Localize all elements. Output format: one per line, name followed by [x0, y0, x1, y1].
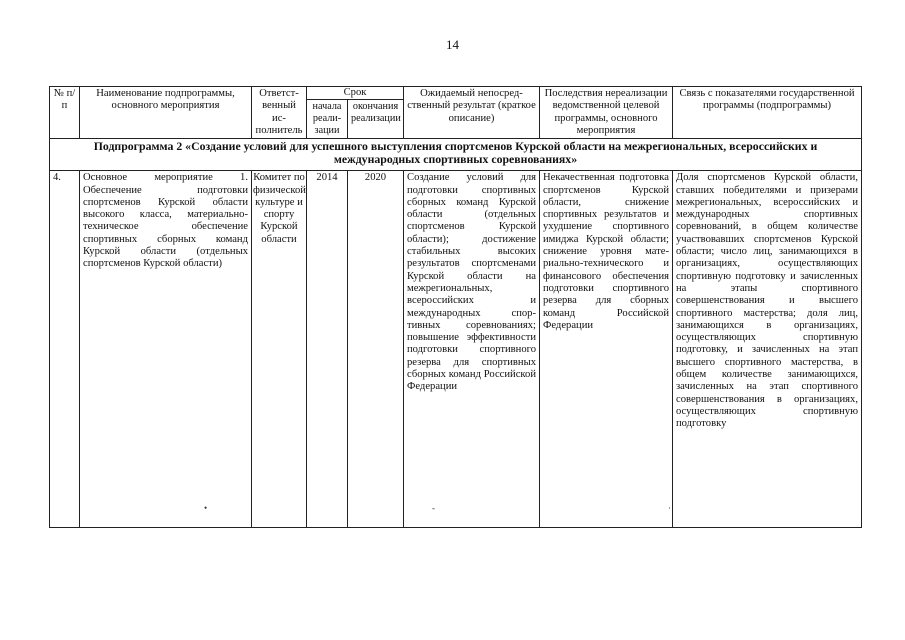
- program-table: [49, 86, 862, 528]
- header-row: [50, 87, 862, 100]
- row-consequences: Некачественная подготовка спортсменов Курской области, снижение спортивных результатов и ухудшение спортивного имиджа Курской области; снижение уровня материально-технического и финансового обеспечения подготовки спортивного резерва для сборных команд Российской Федерации: [540, 171, 673, 528]
- section-row: [50, 139, 862, 171]
- header-term: Срок: [307, 87, 404, 100]
- header-expected: Ожидаемый непосредственный результат (краткое описание): [404, 87, 540, 139]
- row-end: 2020: [348, 171, 404, 528]
- header-responsible: Ответственный исполнитель: [252, 87, 307, 139]
- scan-dot-mark: •: [204, 503, 208, 513]
- header-link: Связь с показателями государственной программы (подпрограммы): [673, 87, 862, 139]
- row-start: 2014: [307, 171, 348, 528]
- page-number: 14: [446, 37, 459, 52]
- row-link: Доля спортсменов Курской области, ставших победителями и призерами межрегиональных, всероссийских и международных спортивных соревнований, в общем количестве участвовавших спортсменов Курской области; число лиц, занимающихся в организациях, осуществляющих спортивную подготовку и зачисленных на этапы спортивного совершенствования и высшего спортивного мастерства; доля лиц, занимающихся в организациях, осуществляющих спортивную подготовку, и зачисленных на этап высшего спортивного мастерства, в общем количестве занимающихся, зачисленных на этап спортивного совершенствования в организациях, осуществляющих спортивную подготовку: [673, 171, 862, 528]
- table-row: [50, 171, 862, 528]
- header-num: № п/п: [50, 87, 80, 139]
- scan-dot-mark-2: ·: [668, 503, 671, 513]
- row-expected: Создание условий для подготовки спортивных сборных команд Курской области (отдельных спортсменов Курской области); достижение стабильных высоких результатов спортсменами Курской области на межрегиональных, всероссийских и международных спортивных соревнованиях; повышение эффективности подготовки спортивного резерва для спортивных сборных команд Российской Федерации: [404, 171, 540, 528]
- section-title: Подпрограмма 2 «Создание условий для успешного выступления спортсменов Курской области на межрегиональных, всероссийских и международных спортивных соревнованиях»: [50, 139, 862, 171]
- scan-dash-mark: -: [432, 503, 435, 513]
- header-end: окончания реализации: [348, 100, 404, 139]
- header-consequences: Последствия нереализации ведомственной целевой программы, основного мероприятия: [540, 87, 673, 139]
- row-responsible: Комитет по физической культуре и спорту Курской области: [252, 171, 307, 528]
- header-name: Наименование подпрограммы, основного мероприятия: [80, 87, 252, 139]
- header-start: начала реализации: [307, 100, 348, 139]
- row-name: Основное мероприятие 1. Обеспечение подготовки спортсменов Курской области высокого класса, материально-техническое обеспечение спортивных сборных команд Курской области (отдельных спортсменов Курской области): [80, 171, 252, 528]
- row-num: 4.: [50, 171, 80, 528]
